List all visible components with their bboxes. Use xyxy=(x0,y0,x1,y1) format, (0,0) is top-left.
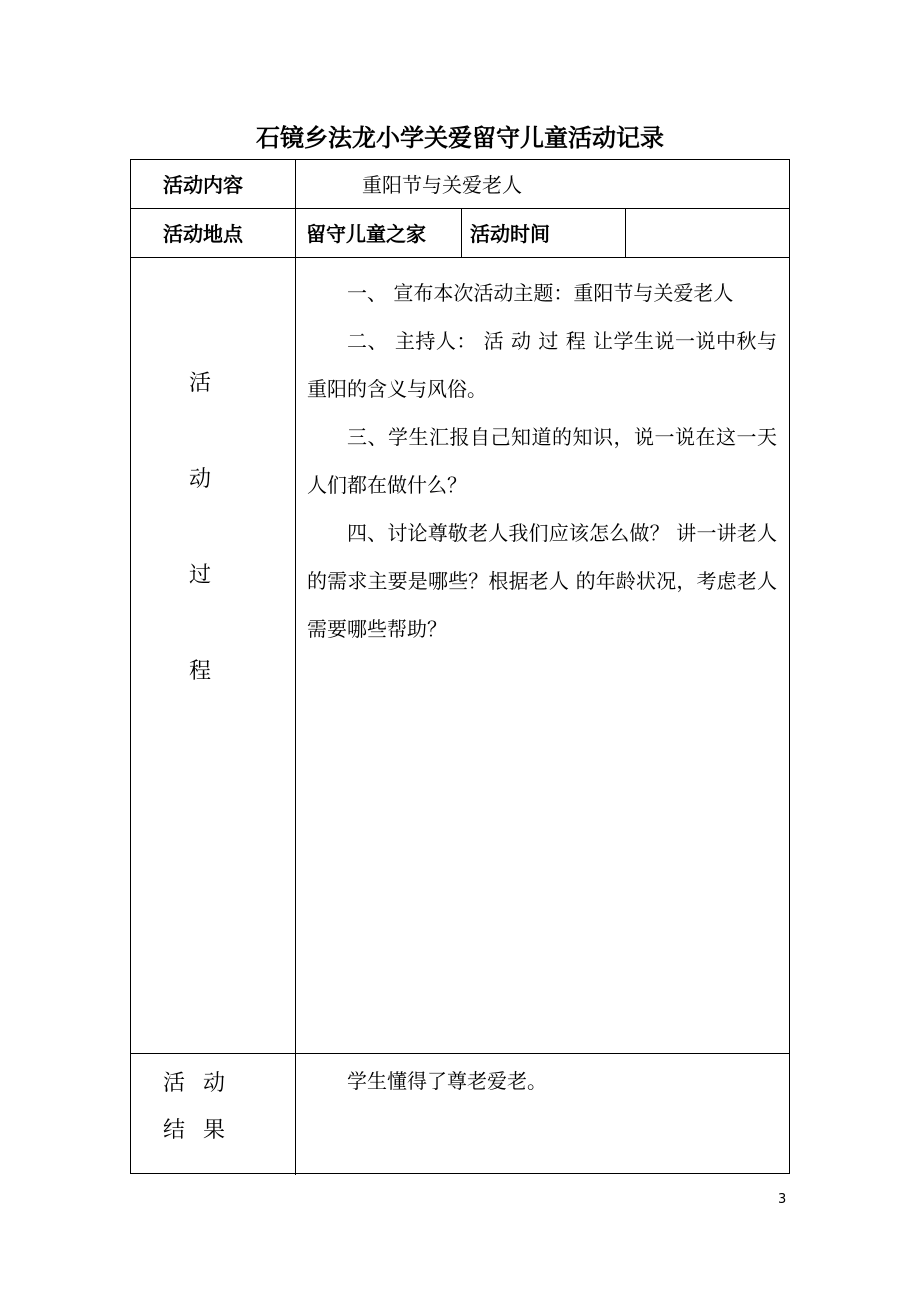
column-divider xyxy=(625,208,626,257)
column-divider xyxy=(461,208,462,257)
process-label-char: 动 xyxy=(188,467,211,492)
process-paragraph: 一、 宣布本次活动主题：重阳节与关爱老人 xyxy=(347,281,734,305)
row-divider xyxy=(131,208,789,209)
process-label-char: 过 xyxy=(188,563,211,588)
process-content xyxy=(307,269,777,653)
location-label: 活动地点 xyxy=(163,222,243,246)
location-value: 留守儿童之家 xyxy=(306,222,426,246)
process-paragraph: 四、讨论尊敬老人我们应该怎么做？ 讲一讲老人的需求主要是哪些？根据老人 的年龄状况，考虑老人需要哪些帮助？ xyxy=(307,521,777,641)
process-paragraph: 三、学生汇报自己知道的知识，说一说在这一天人们都在做什么？ xyxy=(307,425,777,497)
result-text: 学生懂得了尊老爱老。 xyxy=(347,1069,547,1093)
content-label: 活动内容 xyxy=(163,173,243,197)
row-divider xyxy=(131,1053,789,1054)
process-paragraph: 二、 主持人： 活 动 过 程 让学生说一说中秋与重阳的含义与风俗。 xyxy=(307,329,777,401)
content-value: 重阳节与关爱老人 xyxy=(362,173,522,197)
result-label-line2: 结果 xyxy=(163,1118,244,1143)
result-label-line1: 活动 xyxy=(163,1071,244,1096)
time-label: 活动时间 xyxy=(470,222,550,246)
page-number: 3 xyxy=(778,1192,787,1207)
column-divider xyxy=(295,160,296,1175)
activity-record-table xyxy=(130,159,790,1174)
process-label-char: 活 xyxy=(188,371,211,396)
row-divider xyxy=(131,257,789,258)
process-label-char: 程 xyxy=(188,659,211,684)
document-title: 石镜乡法龙小学关爱留守儿童活动记录 xyxy=(256,124,664,152)
